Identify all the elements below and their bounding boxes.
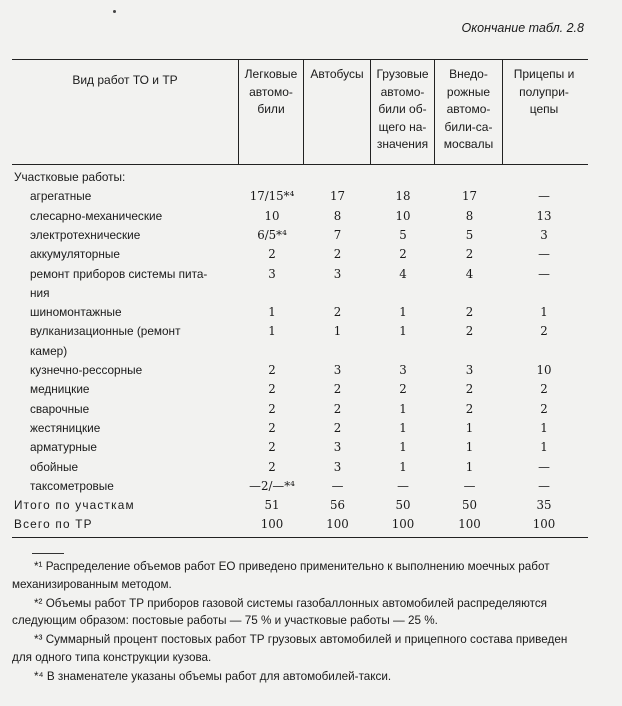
row-value: 2 bbox=[268, 382, 276, 397]
row-value: 1 bbox=[399, 420, 407, 435]
table-row bbox=[0, 286, 622, 305]
row-value: 1 bbox=[540, 420, 548, 435]
row-label: арматурные bbox=[30, 440, 97, 455]
row-label: Всего по ТР bbox=[14, 517, 93, 532]
row-value: 2 bbox=[268, 363, 276, 377]
row-label: шиномонтажные bbox=[30, 305, 122, 320]
table-row bbox=[0, 382, 622, 401]
row-value: 4 bbox=[465, 266, 474, 281]
row-value: 17 bbox=[461, 189, 477, 204]
row-value: 5 bbox=[465, 227, 474, 242]
row-value: 1 bbox=[268, 305, 276, 320]
header-offroad-dumpers: Внедо- рожные автомо- били-са- мосвалы bbox=[443, 67, 494, 151]
row-value: 100 bbox=[326, 517, 349, 532]
table-row bbox=[0, 402, 622, 421]
row-value: 1 bbox=[540, 440, 548, 455]
row-value: 17/15*⁴ bbox=[249, 189, 295, 204]
table-row bbox=[0, 421, 622, 440]
row-label: Участковые работы: bbox=[14, 170, 126, 184]
row-label: кузнечно-рессорные bbox=[30, 363, 143, 377]
scan-speck bbox=[113, 10, 116, 13]
row-value: 18 bbox=[395, 189, 411, 204]
row-value: 50 bbox=[461, 498, 477, 513]
row-value: 17 bbox=[329, 189, 345, 204]
row-value: 2 bbox=[540, 401, 548, 416]
header-work-type: Вид работ ТО и ТР bbox=[72, 73, 178, 87]
row-value: 2 bbox=[399, 382, 407, 397]
footnote-2: *² Объемы работ ТР приборов газовой системы газобаллонных автомобилей распределяются следующим образом: постовые работы — 75 % и участковые работы — 25 %. bbox=[12, 596, 547, 628]
row-value: 2 bbox=[465, 401, 474, 416]
row-value: 2 bbox=[333, 382, 342, 397]
row-value: — bbox=[397, 478, 409, 493]
row-value: 100 bbox=[532, 517, 556, 532]
row-value: 1 bbox=[465, 420, 474, 435]
footnote-separator bbox=[32, 553, 64, 554]
row-label: Итого по участкам bbox=[14, 498, 135, 513]
row-value: 1 bbox=[465, 440, 474, 455]
header-trailers: Прицепы и полупри- цепы bbox=[513, 67, 575, 116]
row-value: 1 bbox=[399, 401, 407, 416]
row-value: — bbox=[538, 247, 550, 262]
table-row bbox=[0, 247, 622, 266]
row-value: — bbox=[538, 189, 550, 204]
row-label: электротехнические bbox=[30, 227, 141, 242]
table-row bbox=[0, 498, 622, 517]
row-label: вулканизационные (ремонт bbox=[30, 324, 181, 339]
row-value: — bbox=[538, 459, 550, 474]
row-value: 1 bbox=[268, 324, 276, 339]
table-row bbox=[0, 189, 622, 208]
header-bottom-rule bbox=[12, 164, 588, 165]
header-buses: Автобусы bbox=[310, 67, 364, 81]
row-value: 2 bbox=[268, 420, 276, 435]
row-label: сварочные bbox=[30, 401, 90, 416]
row-value: 10 bbox=[264, 208, 280, 223]
row-value: —2/—*⁴ bbox=[249, 478, 295, 493]
row-value: 1 bbox=[540, 305, 548, 320]
row-value: 8 bbox=[333, 208, 342, 223]
row-value: 2 bbox=[333, 305, 342, 320]
row-value: 1 bbox=[333, 324, 342, 339]
table-caption: Окончание табл. 2.8 bbox=[461, 21, 584, 35]
footnote-3: *³ Суммарный процент постовых работ ТР грузовых автомобилей и прицепного состава приведен для одного типа конструкции кузова. bbox=[12, 633, 568, 664]
row-value: 2 bbox=[465, 247, 474, 262]
row-value: 3 bbox=[333, 440, 342, 455]
row-value: 3 bbox=[399, 363, 407, 377]
row-label: обойные bbox=[30, 459, 79, 474]
row-label: камер) bbox=[30, 343, 68, 358]
table-row bbox=[0, 267, 622, 286]
row-value: 6/5*⁴ bbox=[257, 227, 287, 242]
footnotes bbox=[12, 558, 588, 687]
table-row bbox=[0, 324, 622, 343]
row-value: 35 bbox=[536, 498, 552, 513]
row-value: 2 bbox=[268, 440, 276, 455]
row-value: 56 bbox=[329, 498, 345, 513]
row-value: — bbox=[538, 478, 550, 493]
table-bottom-rule bbox=[12, 537, 588, 538]
row-value: 13 bbox=[536, 208, 552, 223]
row-value: 51 bbox=[264, 498, 280, 513]
table-row bbox=[0, 344, 622, 363]
row-value: — bbox=[463, 478, 476, 493]
row-value: 1 bbox=[399, 305, 407, 320]
row-value: — bbox=[331, 478, 344, 493]
row-label: ния bbox=[30, 285, 50, 300]
row-value: 10 bbox=[395, 208, 411, 223]
row-value: 8 bbox=[465, 208, 474, 223]
row-value: 1 bbox=[399, 440, 407, 455]
table-row bbox=[0, 517, 622, 536]
row-value: 3 bbox=[333, 459, 342, 474]
row-value: 1 bbox=[399, 459, 407, 474]
row-value: 3 bbox=[540, 227, 548, 242]
table-row bbox=[0, 228, 622, 247]
footnote-1: *¹ Распределение объемов работ ЕО приведено применительно к выполнению моечных работ механизированным методом. bbox=[12, 560, 550, 591]
table-row bbox=[0, 170, 622, 189]
row-value: 2 bbox=[268, 247, 276, 262]
table-row bbox=[0, 479, 622, 498]
row-value: 4 bbox=[399, 266, 407, 281]
row-value: 7 bbox=[333, 227, 342, 242]
row-label: жестяницкие bbox=[30, 420, 101, 435]
row-value: 2 bbox=[333, 420, 342, 435]
row-value: 5 bbox=[399, 227, 407, 242]
row-value: 3 bbox=[333, 266, 342, 281]
row-value: 2 bbox=[465, 382, 474, 397]
row-value: 3 bbox=[333, 363, 342, 377]
header-trucks: Грузовые автомо- били об- щего на- значения bbox=[376, 67, 429, 151]
row-value: 2 bbox=[333, 401, 342, 416]
row-label: агрегатные bbox=[30, 189, 92, 204]
table-row bbox=[0, 363, 622, 382]
table-row bbox=[0, 440, 622, 459]
header-cars: Легковые автомо- били bbox=[244, 67, 298, 116]
row-value: 50 bbox=[395, 498, 411, 513]
row-value: — bbox=[538, 266, 550, 281]
row-value: 2 bbox=[399, 247, 407, 262]
row-value: 1 bbox=[465, 459, 474, 474]
row-value: 2 bbox=[540, 382, 548, 397]
row-value: 2 bbox=[540, 324, 548, 339]
row-label: слесарно-механические bbox=[30, 208, 163, 223]
row-value: 3 bbox=[268, 266, 276, 281]
row-value: 2 bbox=[465, 324, 474, 339]
table-row bbox=[0, 460, 622, 479]
row-value: 100 bbox=[391, 517, 415, 532]
table-row bbox=[0, 209, 622, 228]
row-value: 3 bbox=[465, 363, 474, 377]
row-label: таксометровые bbox=[30, 478, 114, 493]
table-row bbox=[0, 305, 622, 324]
row-value: 1 bbox=[399, 324, 407, 339]
row-value: 10 bbox=[536, 363, 552, 377]
row-value: 2 bbox=[268, 459, 276, 474]
row-value: 2 bbox=[268, 401, 276, 416]
row-label: ремонт приборов системы пита- bbox=[30, 266, 208, 281]
row-value: 100 bbox=[260, 517, 284, 532]
row-value: 2 bbox=[333, 247, 342, 262]
row-value: 100 bbox=[458, 517, 481, 532]
row-label: аккумуляторные bbox=[30, 247, 120, 262]
row-label: медницкие bbox=[30, 382, 90, 397]
row-value: 2 bbox=[465, 305, 474, 320]
footnote-4: *⁴ В знаменателе указаны объемы работ для автомобилей-такси. bbox=[34, 669, 392, 683]
